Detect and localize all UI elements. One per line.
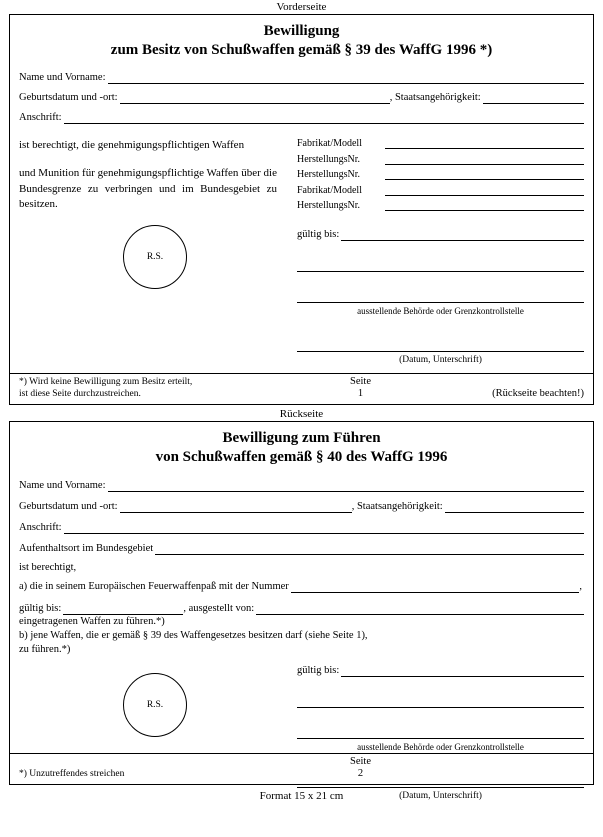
- page1-footnote: [19, 376, 287, 400]
- page2-footer-row: [19, 753, 584, 780]
- page2-gueltig-ausgestellt-row: [19, 603, 584, 615]
- weapon-label: HerstellungsNr.: [297, 200, 361, 211]
- weapon-label: Fabrikat/Modell: [297, 138, 362, 149]
- page2-item-b-tail: zu führen.*): [19, 644, 71, 655]
- page2-middle-section: [10, 659, 593, 802]
- page2-right-column: [297, 659, 584, 802]
- feuerwaffenpass-nummer-input[interactable]: [291, 581, 580, 593]
- authority-line-1[interactable]: [297, 687, 584, 708]
- field-label-2: , Staatsangehörigkeit:: [389, 92, 481, 103]
- page1-title-block: [10, 15, 593, 64]
- page2-title-block: [10, 422, 593, 471]
- page2-item-a-row: [19, 581, 584, 593]
- footer-divider: [10, 753, 593, 754]
- page2-berechtigt-text: ist berechtigt,: [19, 562, 77, 573]
- page1-back-note: (Rückseite beachten!): [492, 388, 584, 399]
- authority-line-2[interactable]: [297, 282, 584, 303]
- field-anschrift: [19, 522, 584, 534]
- field-label-2: , Staatsangehörigkeit:: [351, 501, 443, 512]
- stamp-label: R.S.: [146, 700, 164, 710]
- page1-footer-row: [19, 373, 584, 400]
- page2-left-column: [19, 659, 297, 802]
- field-name-vorname: [19, 480, 584, 492]
- weapon-row: [297, 154, 584, 165]
- gueltig-bis-input-2[interactable]: [341, 665, 584, 677]
- page2-eingetragenen-text: eingetragenen Waffen zu führen.*): [19, 616, 165, 627]
- page1-berechtigt-text: ist berechtigt, die genehmigungspflichtigen Waffen: [19, 139, 245, 151]
- page1-middle-section: [10, 138, 593, 366]
- field-label: Name und Vorname:: [19, 480, 106, 491]
- footnote-line-1: *) Wird keine Bewilligung zum Besitz erteilt,: [19, 377, 193, 387]
- weapon-input[interactable]: [385, 138, 584, 149]
- page1-page-indicator: [287, 376, 434, 400]
- footer-divider: [10, 373, 593, 374]
- name-input[interactable]: [108, 72, 584, 84]
- page-word: Seite: [350, 756, 371, 767]
- field-label: Name und Vorname:: [19, 72, 106, 83]
- aufenthaltsort-input[interactable]: [155, 543, 584, 555]
- authority-line-2[interactable]: [297, 718, 584, 739]
- page1-paragraph: und Munition für genehmigungspflichtige Waffen über die Bundesgrenze zu verbringen und im Bundesgebiet zu besitzen.: [19, 167, 277, 210]
- field-aufenthaltsort: [19, 543, 584, 555]
- authority-caption-page1: ausstellende Behörde oder Grenzkontrollstelle: [357, 306, 524, 316]
- page2-footnote: *) Unzutreffendes streichen: [19, 769, 125, 779]
- footnote-line-2: ist diese Seite durchzustreichen.: [19, 389, 141, 399]
- page1-left-column: [19, 138, 297, 366]
- weapon-label: Fabrikat/Modell: [297, 184, 362, 196]
- signature-caption-page1: (Datum, Unterschrift): [399, 355, 482, 365]
- page-number: 2: [357, 768, 364, 779]
- stamp-circle-page2: [123, 673, 187, 737]
- page2-title-line1: Bewilligung zum Führen: [222, 430, 381, 446]
- ausgestellt-von-label: , ausgestellt von:: [183, 603, 255, 614]
- page-number: 1: [357, 388, 364, 399]
- page2-footer: [10, 753, 593, 780]
- page1-title-line2: zum Besitz von Schußwaffen gemäß § 39 des WaffG 1996 *): [110, 42, 493, 58]
- signature-line-page1[interactable]: [297, 331, 584, 352]
- authority-caption-page2: ausstellende Behörde oder Grenzkontrollstelle: [357, 742, 524, 752]
- ausgestellt-von-input[interactable]: [256, 603, 584, 615]
- gueltig-bis-label-2: gültig bis:: [297, 665, 340, 676]
- geburtsdatum-input[interactable]: [120, 92, 390, 104]
- signature-caption-page2: (Datum, Unterschrift): [399, 791, 482, 801]
- weapon-input[interactable]: [385, 154, 584, 165]
- anschrift-input[interactable]: [64, 522, 584, 534]
- staatsangehoerigkeit-input[interactable]: [445, 501, 584, 513]
- page1-caption: Vorderseite: [276, 1, 327, 13]
- field-name-vorname: [19, 72, 584, 84]
- field-label: Anschrift:: [19, 522, 62, 533]
- field-label: Geburtsdatum und -ort:: [19, 92, 118, 103]
- weapon-input[interactable]: [385, 169, 584, 180]
- format-note: Format 15 x 21 cm: [259, 790, 344, 802]
- weapon-input[interactable]: [385, 185, 584, 196]
- weapon-label: HerstellungsNr.: [297, 169, 361, 180]
- weapon-row: [297, 138, 584, 149]
- page1-gueltig-bis-row: [297, 229, 584, 241]
- stamp-label: R.S.: [146, 251, 164, 262]
- field-geburtsdatum-staatsangehoerigkeit: [19, 92, 584, 104]
- item-a-label: a) die in seinem Europäischen Feuerwaffenpaß mit der Nummer: [19, 581, 289, 592]
- weapon-row: [297, 169, 584, 180]
- authority-line-1[interactable]: [297, 251, 584, 272]
- page2-gueltig-bis-row-2: [297, 665, 584, 677]
- page2-caption: Rückseite: [279, 408, 324, 420]
- form-page-1: [9, 14, 594, 405]
- field-label: Geburtsdatum und -ort:: [19, 501, 118, 512]
- page2-title-line2: von Schußwaffen gemäß § 40 des WaffG 1996: [155, 449, 448, 465]
- field-geburtsdatum-staatsangehoerigkeit: [19, 501, 584, 513]
- page1-footer: [10, 373, 593, 400]
- page2-item-b: b) jene Waffen, die er gemäß § 39 des Waffengesetzes besitzen darf (siehe Seite 1),: [19, 630, 368, 641]
- field-label: Anschrift:: [19, 112, 62, 123]
- page2-page-indicator: [287, 756, 434, 780]
- staatsangehoerigkeit-input[interactable]: [483, 92, 584, 104]
- page1-title-line1: Bewilligung: [263, 23, 340, 39]
- page-word: Seite: [350, 376, 371, 387]
- field-label: Aufenthaltsort im Bundesgebiet: [19, 543, 154, 554]
- geburtsdatum-input[interactable]: [120, 501, 352, 513]
- anschrift-input[interactable]: [64, 112, 584, 124]
- name-input[interactable]: [108, 480, 584, 492]
- gueltig-bis-label: gültig bis:: [19, 603, 62, 614]
- page1-right-column: [297, 138, 584, 366]
- gueltig-bis-input[interactable]: [63, 603, 183, 615]
- gueltig-bis-input[interactable]: [341, 229, 584, 241]
- weapon-row: [297, 200, 584, 211]
- stamp-circle-page1: [123, 225, 187, 289]
- page1-identity-fields: [10, 72, 593, 124]
- page2-identity-fields: [10, 480, 593, 657]
- weapon-row: [297, 185, 584, 196]
- weapon-input[interactable]: [385, 200, 584, 211]
- gueltig-bis-label: gültig bis:: [297, 229, 340, 240]
- weapon-label: HerstellungsNr.: [297, 153, 361, 165]
- item-a-tail: ,: [579, 581, 582, 592]
- field-anschrift: [19, 112, 584, 124]
